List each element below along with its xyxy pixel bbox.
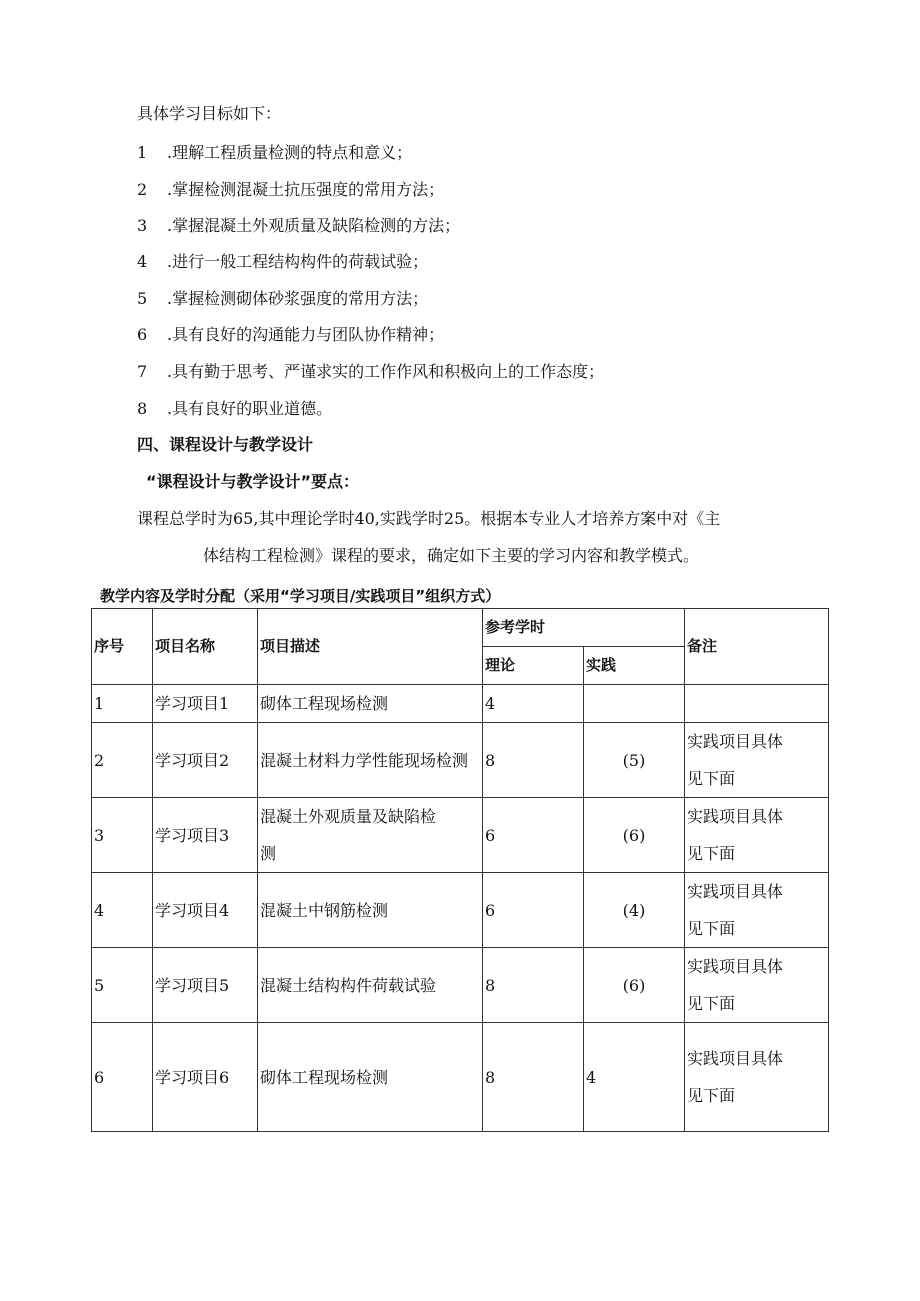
table-row [92,948,829,1023]
objective-number: 3 [137,216,148,235]
cell-desc: 混凝土结构构件荷载试验 [258,948,483,1023]
table-header-row [92,609,829,647]
cell-remark [685,948,829,1023]
objective-number: 1 [137,143,148,162]
objective-number: 8 [137,399,148,418]
table-row [92,798,829,873]
cell-theory: 6 [483,798,584,873]
remark-line1: 实践项目具体 [687,732,784,751]
remark-line1: 实践项目具体 [687,1049,784,1068]
table-row [92,873,829,948]
objective-item [137,216,460,236]
cell-index: 3 [92,798,153,873]
cell-remark [685,1023,829,1132]
objective-text: .具有勤于思考、严谨求实的工作作风和积极向上的工作态度； [167,362,605,381]
cell-name: 学习项目4 [153,873,258,948]
cell-name: 学习项目2 [153,723,258,798]
cell-theory: 8 [483,1023,584,1132]
objective-text: .掌握检测砌体砂浆强度的常用方法； [167,289,429,308]
course-hours-paragraph-line1: 课程总学时为65,其中理论学时40,实践学时25。根据本专业人才培养方案中对《主 [137,509,721,528]
objective-item [137,289,428,309]
desc-line1: 混凝土外观质量及缺陷检 [260,807,437,826]
course-hours-paragraph-line2: 体结构工程检测》课程的要求，确定如下主要的学习内容和教学模式。 [203,546,700,565]
remark-line1: 实践项目具体 [687,807,784,826]
header-name: 项目名称 [153,609,258,685]
header-theory: 理论 [483,647,584,685]
cell-theory: 4 [483,685,584,723]
remark-line2: 见下面 [687,919,736,938]
cell-theory: 8 [483,948,584,1023]
objective-number: 4 [137,252,148,271]
objective-text: .进行一般工程结构构件的荷载试验； [167,252,429,271]
header-desc: 项目描述 [258,609,483,685]
cell-theory: 6 [483,873,584,948]
cell-theory: 8 [483,723,584,798]
section-heading: 四、课程设计与教学设计 [137,435,314,454]
cell-index: 2 [92,723,153,798]
objective-number: 2 [137,180,148,199]
header-hours: 参考学时 [483,609,685,647]
cell-index: 6 [92,1023,153,1132]
cell-name: 学习项目3 [153,798,258,873]
remark-line1: 实践项目具体 [687,957,784,976]
objective-item [137,180,444,200]
desc-line2: 测 [260,844,277,863]
objective-item [137,362,604,382]
objective-item [137,143,412,163]
cell-practice: 4 [584,1023,685,1132]
header-practice: 实践 [584,647,685,685]
cell-remark [685,798,829,873]
objective-item [137,325,444,345]
cell-desc: 混凝土中钢筋检测 [258,873,483,948]
remark-line1: 实践项目具体 [687,882,784,901]
objective-text: .理解工程质量检测的特点和意义； [167,143,413,162]
remark-line2: 见下面 [687,769,736,788]
cell-desc [258,798,483,873]
cell-index: 5 [92,948,153,1023]
table-row [92,723,829,798]
table-row [92,1023,829,1132]
objective-text: .掌握混凝土外观质量及缺陷检测的方法； [167,216,461,235]
cell-index: 4 [92,873,153,948]
cell-remark [685,723,829,798]
cell-index: 1 [92,685,153,723]
objective-item [137,252,428,272]
cell-practice: (6) [584,948,685,1023]
remark-line2: 见下面 [687,1086,736,1105]
objectives-intro: 具体学习目标如下： [137,104,282,123]
remark-line2: 见下面 [687,844,736,863]
remark-line2: 见下面 [687,994,736,1013]
header-remark: 备注 [685,609,829,685]
table-row [92,685,829,723]
cell-name: 学习项目5 [153,948,258,1023]
objective-item [137,399,332,419]
cell-desc: 砌体工程现场检测 [258,1023,483,1132]
cell-remark [685,685,829,723]
cell-remark [685,873,829,948]
objective-number: 6 [137,325,148,344]
teaching-content-table [91,608,829,1132]
objective-text: .具有良好的职业道德。 [167,399,333,418]
objective-text: .具有良好的沟通能力与团队协作精神； [167,325,445,344]
cell-name: 学习项目6 [153,1023,258,1132]
cell-practice: (4) [584,873,685,948]
objective-number: 7 [137,362,148,381]
key-points-heading: “课程设计与教学设计”要点： [146,472,360,491]
objective-number: 5 [137,289,148,308]
cell-desc: 砌体工程现场检测 [258,685,483,723]
header-index: 序号 [92,609,153,685]
cell-practice: (5) [584,723,685,798]
cell-practice: (6) [584,798,685,873]
cell-desc: 混凝土材料力学性能现场检测 [258,723,483,798]
table-caption: 教学内容及学时分配（采用“学习项目/实践项目”组织方式） [100,587,501,605]
objective-text: .掌握检测混凝土抗压强度的常用方法； [167,180,445,199]
cell-name: 学习项目1 [153,685,258,723]
cell-practice [584,685,685,723]
